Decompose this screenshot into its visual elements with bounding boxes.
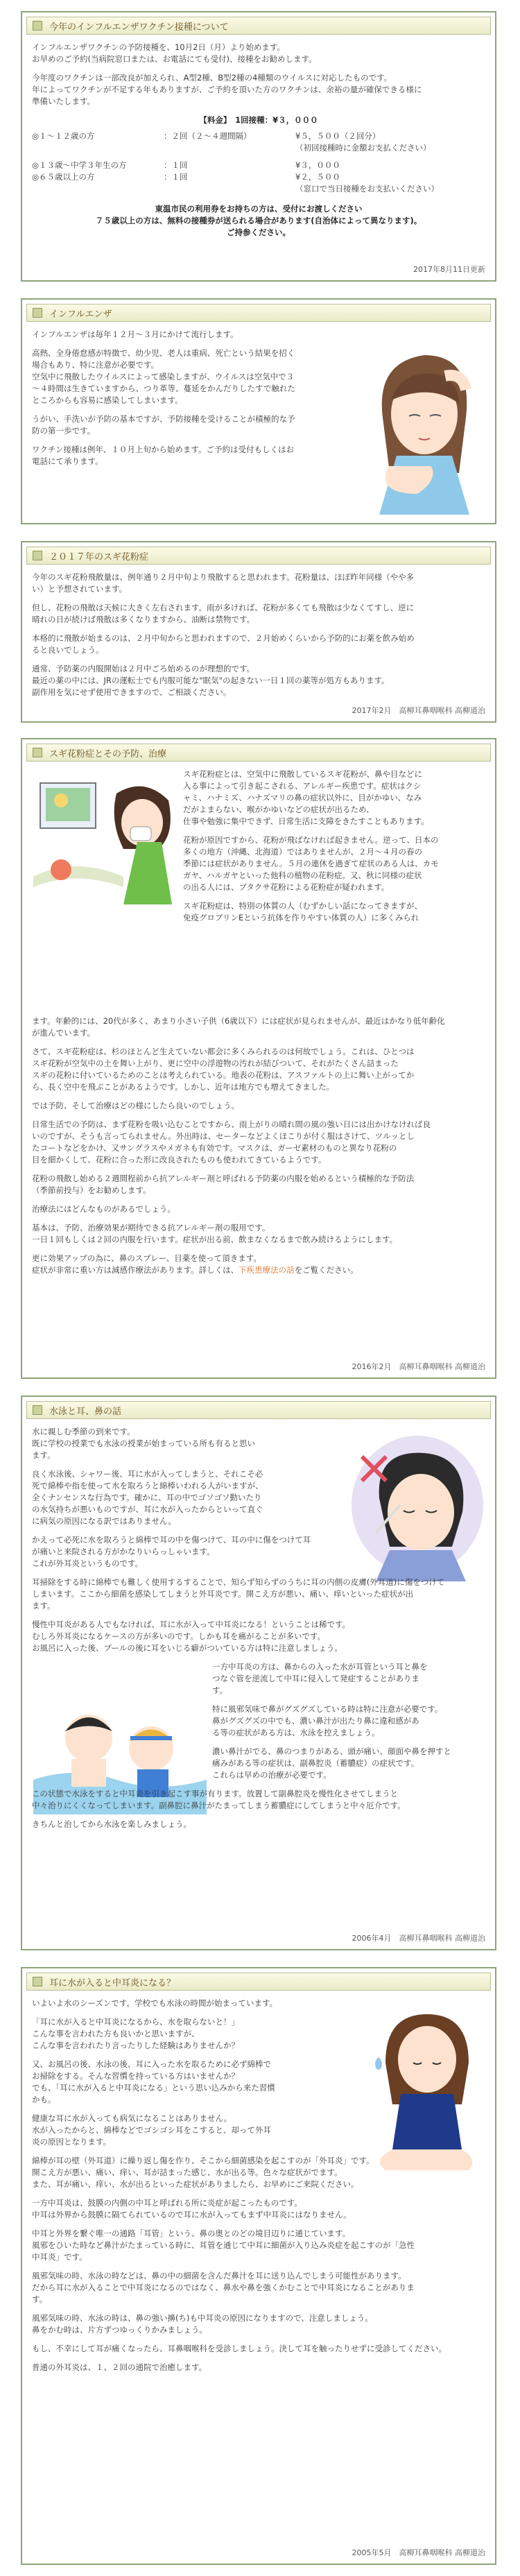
fee-price: ¥５，５００（２回分） — [295, 131, 381, 141]
text-line: 開こえ方が悪い、痛い、痒い、耳が詰まった感じ、水が出る等。色々な症状がでます。 — [32, 2167, 343, 2177]
text-line: 一方中耳炎の方は、鼻からの入った水が耳管という耳と鼻を — [212, 1662, 428, 1672]
text-line: いのですが、そうも言ってられません。外出時は、セーターなどよくほこりが付く服はさけて、ツルッとし — [32, 1131, 415, 1141]
text-line: （季節前投与）をお勧めします。 — [32, 1185, 151, 1195]
text-line: い）と予想されています。 — [32, 584, 128, 594]
text-line: 副作用を気にせず使用できますので、ご相談ください。 — [32, 687, 232, 697]
text-line: 日常生活での予防は、まず花粉を吸い込むことですから、雨上がりの晴れ間の風の強い日には出かけなければ良 — [32, 1119, 431, 1129]
panel-title: インフルエンザ — [49, 309, 112, 320]
text-line: たコートなどをかけ、又サングラスやメガネも有効です。マスクは、ガーゼ素材のものと異なり花粉の — [32, 1143, 397, 1153]
influenza-panel — [21, 298, 496, 524]
text-line: 今年のスギ花粉飛散量は、例年通り２月中旬より飛散すると思われます。花粉量は、ほぼ昨年同様（やや多 — [32, 572, 415, 582]
panel-body-upper — [183, 768, 485, 924]
text-line: むしろ外耳炎になるケースの方が多いのです。しかも耳を痛がることが多いです。 — [32, 1631, 326, 1641]
text-line: 目を細かくして、花粉に合った形に改良されたものも使われてきているようです。 — [32, 1155, 327, 1165]
text-line: 又、お風呂の後、水泳の後、耳に入った水を取るために必ず綿棒で — [32, 2059, 271, 2069]
text-line: 季節には症状がありません。５月の連休を過ぎて症状のある人は、カモ — [183, 859, 439, 868]
panel-header — [26, 1973, 491, 1991]
text-line: す。 — [32, 2294, 48, 2304]
text-line: 鼻をかむ時は、片方ずつゆっくりかみましょう。 — [32, 2325, 207, 2335]
cedar-pollen-prevention-panel — [21, 738, 496, 1379]
vaccine-notice-panel — [21, 11, 496, 282]
text-line: 慢性中耳炎がある人でもなければ、耳に水が入って中耳炎になる！ということは稀です。 — [32, 1620, 351, 1629]
text-line: ャミ、ハナミズ、ハナズマリの鼻の症状以外に、目がかゆい、なみ — [183, 793, 422, 802]
panel-header — [26, 304, 491, 322]
text-line: 治療法にはどんなものがあるでしょう。 — [32, 1204, 175, 1214]
text-line: る等の症状がある方は、水泳を控えましょう。 — [212, 1728, 380, 1737]
text-line: 全くナンセンスな行為です。確かに、耳の中でゴソゴソ動いたり — [32, 1493, 262, 1502]
fee-age: ◎１～１２歳の方 — [32, 131, 95, 141]
fee-age: ◎１３歳～中学３年生の方 — [32, 160, 127, 170]
text-line: 良く水泳後、シャワー後、耳に水が入ってしまうと、それこそ必 — [32, 1469, 263, 1479]
text-line: 風邪気味の時、水泳の時などは、鼻の中の細菌を含んだ鼻汁を耳に送り込んでしまう可能性があります。 — [32, 2271, 406, 2281]
text-line: 仕事や勉強に集中できず、日常生活に支障をきたすこともあります。 — [183, 816, 429, 826]
swimming-ear-nose-panel — [21, 1396, 496, 1950]
text-span: をご覧ください。 — [294, 1265, 358, 1275]
text-line: の水気持ちが悪いものですが、耳に水が入ったからといって直ぐ — [32, 1504, 263, 1514]
text-line: こんな事を言われた方も良いかと思いますが、 — [32, 2029, 200, 2038]
text-line: 本格的に飛散が始まるのは、２月中旬からと思われますので、２月始めくらいから予防的にお薬を飲み始め — [32, 633, 415, 643]
text-line: に病気の原因になる訳ではありません。 — [32, 1516, 176, 1526]
panel-body — [32, 572, 485, 698]
author-date: 2017年2月 高柳耳鼻咽喉科 高柳道治 — [352, 706, 485, 715]
water-in-ear-panel — [21, 1967, 496, 2565]
text-line: お早めのご予約(当病院窓口または、お電話にても受付)、接種をお勧めします。 — [32, 54, 317, 64]
text-line: の出る人には、ブタクサ花粉による花粉症が疑われます。 — [183, 882, 390, 892]
text-line: 空気中に飛散したウイルスによって感染しますが、ウイルスは空気中で３ — [32, 372, 295, 381]
text-line: 「耳に水が入ると中耳炎になるから、水を取らないと！」 — [32, 2017, 239, 2027]
header-bullet-icon — [33, 21, 42, 31]
sick-woman-illustration — [355, 334, 487, 515]
text-line: 風邪気味の時、水泳の時は、鼻の強い擤(ち)も中耳炎の原因になりますので、注意しましょう。 — [32, 2313, 373, 2323]
panel-body-lower — [32, 1015, 485, 1276]
text-line: 特に風邪気味で鼻がグズグズしている時は特に注意が必要です。 — [212, 1704, 443, 1714]
text-line: 炎の原因となります。 — [32, 2137, 112, 2147]
text-line: 健康な耳に水が入っても病気になることはありません。 — [32, 2113, 232, 2123]
text-line: 高熱、全身倦怠感が特徴で、幼少児、老人は重病、死亡という結果を招く — [32, 348, 295, 358]
author-date: 2005年5月 高柳耳鼻咽喉科 高柳道治 — [352, 2548, 485, 2557]
text-line: 中々治りにくくなってしまいます。副鼻腔に鼻汁がたまってしまう蓄膿症にしてしまうと中々厄介です。 — [32, 1801, 406, 1810]
text-line: 綿棒が耳の壁（外耳道）に繰り返し傷を作り、そこから細菌感染を起こすのが「外耳炎」です。 — [32, 2156, 374, 2165]
text-line: スギ花粉が空気中の土を舞い上がり、更に空中の浮遊物の汚れが結びついて、それがたくさん詰まった — [32, 1058, 399, 1068]
text-line: 花粉が原因ですから、花粉が飛ばなければ起きません。逆って、日本の — [183, 835, 439, 845]
text-line: ら、長く空中を飛ぶことがあるようです。しかし、近年は地方でも増えてきました。 — [32, 1082, 335, 1092]
panel-header — [26, 744, 491, 762]
text-line: うがい、手洗いが予防の基本ですが、予防接種を受けることが積極的な予 — [32, 414, 295, 424]
text-line: これらは早めの治療が必要です。 — [212, 1770, 331, 1780]
text-line: 今年度のワクチンは一部改良が加えられ、A型2種、B型2種の4種類のウイルスに対応したものです。 — [32, 73, 392, 83]
notice-line: 東温市民の利用券をお持ちの方は、受付にお渡しください — [155, 204, 363, 214]
text-line: 耳掃除をする時に綿棒でも難しく使用するすることで、知らず知らずのうちに耳の内側の皮膚(外耳道)に傷をつけて — [32, 1577, 445, 1587]
text-line: 濃い鼻汁がでる、鼻のつまりがある、頭が痛い、顔面や鼻を押すと — [212, 1746, 451, 1756]
text-line: 普通の外耳炎は、１、２回の通院で治癒します。 — [32, 2362, 207, 2372]
text-line: 水に親しむ季節の到来です。 — [32, 1427, 135, 1436]
text-line: 風邪をひいた時など鼻汁がたまっている時に、耳管を通じて中耳に細菌が入り込み炎症を起こすのが「急性 — [32, 2240, 415, 2250]
fee-price: ¥３，０００ — [295, 160, 340, 170]
author-date: 2016年2月 高柳耳鼻咽喉科 高柳道治 — [352, 1362, 485, 1371]
text-line: 鼻がグズグズの中でも、濃い鼻汁が出たり鼻に違和感があ — [212, 1716, 419, 1726]
text-line: 晴れの日が続けば飛散は多くなりますから、油断は禁物です。 — [32, 615, 255, 624]
text-line: 中耳は外界から鼓膜に隔てられているので耳に水が入ってもまず中耳炎にはなりません。 — [32, 2210, 352, 2219]
text-line: ます。年齢的には、20代が多く、あまり小さい子供（6歳以下）には症状が見られませんが、最近はかなり低年齢化 — [32, 1016, 445, 1026]
text-line: ワクチン接種は例年、１０月上旬から始めます。ご予約は受付もしくはお — [32, 445, 295, 454]
text-line: だがよまらない、喉がかゆいなどの症状が出るため、 — [183, 805, 374, 814]
panel-body — [32, 1998, 485, 2373]
fee-note: （初回接種時に金額お支払ください） — [295, 143, 431, 153]
text-line: インフルエンザは毎年１２月～３月にかけて流行します。 — [32, 329, 239, 339]
immunotherapy-link[interactable]: 下疾患療法の話 — [239, 1265, 295, 1275]
header-bullet-icon — [33, 1977, 42, 1986]
text-line: 入る事によって引き起こされる、アレルギー疾患です。症状はクシ — [183, 781, 422, 791]
text-line: 年によってワクチンが不足する年もありますが、ご予約を頂いた方のワクチンは、余裕の量が確保できる様に — [32, 85, 422, 94]
text-line: 電話にて承ります。 — [32, 456, 103, 466]
fee-age: ◎６５歳以上の方 — [32, 172, 95, 182]
text-line: 但し、花粉の飛散は天候に大きく左右されます。雨が多ければ、花粉が多くても飛散は少なくてすし、逆に — [32, 603, 415, 612]
header-bullet-icon — [33, 308, 42, 318]
text-line: また、耳が痛い、痒い、水が出るといった症状がありましたら、お早めにご来院ください。 — [32, 2179, 359, 2189]
panel-body — [32, 42, 485, 239]
text-line: 死で綿棒や指を使って水を取ろうと綿棒いわれる人がいますが、 — [32, 1481, 263, 1491]
fee-count: ：１回 — [164, 160, 188, 170]
text-line: でも、「耳に水が入ると中耳炎になる」という思い込みから来た習慣 — [32, 2083, 275, 2093]
fee-row — [32, 171, 485, 183]
panel-header — [26, 17, 491, 35]
text-line: さて、スギ花粉症は、杉のほとんど生えていない都会に多くみられるのは何故でしょう。これは、ひとつは — [32, 1047, 415, 1056]
text-line: ると良いでしょう。 — [32, 645, 104, 655]
text-line: かも。 — [32, 2095, 56, 2104]
text-line: ます。 — [32, 1450, 55, 1460]
fee-count: ：１回 — [164, 172, 188, 182]
update-date: 2017年8月11日更新 — [413, 265, 485, 274]
text-line: では予防、そして治療はどの様にしたら良いのでしょう。 — [32, 1101, 239, 1110]
text-line: 痛みがある等の症状は、副鼻腔炎（蓄膿症）の症状です。 — [212, 1758, 419, 1768]
text-line: この状態で水泳をすると中耳炎を引き起こす事が有ります。放置して副鼻腔炎を慢性化させてしまうと — [32, 1789, 399, 1798]
text-line: ます。 — [32, 1601, 55, 1611]
text-line: 一日１回もしくは２回の内服を行います。症状が出る前、飲まなくなるまで飲み続けるようにします。 — [32, 1235, 398, 1244]
text-line: スギ花粉症とは、空気中に飛散しているスギ花粉が、鼻や目などに — [183, 769, 422, 779]
author-date: 2006年4月 高柳耳鼻咽喉科 高柳道治 — [352, 1934, 485, 1943]
text-line: ところからも容易に感染してしまいます。 — [32, 395, 183, 405]
text-line: だから耳に水が入ることで中耳炎になるのではなく、鼻水や鼻を強くかむことで中耳炎になることがありま — [32, 2283, 415, 2292]
text-line: す。 — [212, 1685, 228, 1695]
text-line: しまいます。ここから細菌を感染してしまうと外耳炎です。開こえ方が悪い、痛い、痒いといった症状が出 — [32, 1589, 414, 1599]
panel-title: 今年のインフルエンザワクチン接種について — [49, 22, 229, 33]
fee-heading: 【料金】 1回接種：¥３，０００ — [199, 115, 318, 125]
panel-title: スギ花粉症とその予防、治療 — [49, 748, 167, 759]
cedar-pollen-2017-panel — [21, 541, 496, 723]
header-bullet-icon — [33, 748, 42, 757]
text-line: 中耳と外界を繋ぐ唯一の通路「耳管」という、鼻の奥とのどの境目辺りに通じています。 — [32, 2229, 351, 2238]
fee-count: ：２回（２～４週間隔） — [164, 131, 252, 141]
text-line: ガヤ、ハルガヤといった他科の植物の花粉症。又、秋に同様の症状 — [183, 870, 422, 880]
text-line: お掃除をする。そんな習慣を持っている方はいませんか？ — [32, 2071, 239, 2081]
panel-header — [26, 547, 491, 565]
fee-row — [32, 130, 485, 142]
text-line: もし、不幸にして耳が痛くなったら、耳鼻咽喉科を受診しましょう。決して耳を触ったりせずに受診してください。 — [32, 2344, 447, 2353]
text-line: 防の第一歩です。 — [32, 426, 96, 436]
text-line: 基本は、予防、治療効果が期待できる抗アレルギー剤の服用です。 — [32, 1223, 270, 1233]
text-line: かえって必死に水を取ろうと綿棒で耳の中を傷つけて、耳の中に傷をつけて耳 — [32, 1535, 311, 1545]
notice-line: ご持参ください。 — [227, 227, 291, 237]
text-line: こんな事を言われたり言ったりした経験はありませんか？ — [32, 2041, 239, 2050]
panel-title: 水泳と耳、鼻の話 — [49, 1406, 122, 1417]
text-line: 多くの地方（沖縄、北海道）ではありませんが、２月～４月の春の — [183, 847, 422, 857]
text-line: 花粉の飛散し始める２週間程前から抗アレルギー剤と呼ばれる予防薬の内服を始めるという積極的な予防法 — [32, 1174, 415, 1183]
text-line: お風呂に入った後、プールの後に耳をいじる癖がついている方は特に注意しましょう。 — [32, 1643, 343, 1653]
text-line: 通常、予防薬の内服開始は２月中ごろ始めるのが理想的です。 — [32, 664, 255, 673]
text-line: つなぐ管を逆流して中耳に侵入して発症することがありま — [212, 1674, 419, 1683]
text-line: 場合もあり、特に注意が必要です。 — [32, 360, 159, 370]
girl-sneezing-illustration — [33, 773, 186, 904]
text-line: 最近の薬の中には、JRの運転士でも内服可能な"眠気"の起きない一日１回の薬等が処方もあります。 — [32, 676, 390, 685]
header-bullet-icon — [33, 551, 42, 560]
header-bullet-icon — [33, 1405, 42, 1415]
text-line: が進んでいます。 — [32, 1028, 96, 1038]
text-line: これが外耳炎というものです。 — [32, 1559, 144, 1568]
text-line: 水が入ったからと、綿棒などでゴシゴシ耳をこすると、却って外耳 — [32, 2125, 271, 2135]
text-line: いよいよ水のシーズンです。学校でも水泳の時間が始まっています。 — [32, 1998, 278, 2008]
text-line: インフルエンザワクチンの予防接種を、10月2日（月）より始めます。 — [32, 42, 285, 52]
panel-title: 耳に水が入ると中耳炎になる？ — [49, 1977, 176, 1989]
text-line: 免疫グロブリンEという抗体を作りやすい体質の人）に多くみられ — [183, 913, 419, 922]
text-line: 準備いたします。 — [32, 96, 96, 106]
text-line: ～４時間は生きていますから、つり革等、蔓延をかんだりしたすで触れた — [32, 384, 295, 393]
panel-body — [32, 1426, 485, 1830]
text-line: 更に効果アップの為に、鼻のスプレー、目薬を使って頂きます。 — [32, 1253, 261, 1263]
panel-body — [32, 329, 356, 467]
text-line: スギ花粉症は、特別の体質の人（むずかしい話になってきますが、 — [183, 901, 422, 911]
text-line: 一方中耳炎は、鼓膜の内側の中耳と呼ばれる所に炎症が起こったものです。 — [32, 2198, 302, 2208]
panel-title: ２０１７年のスギ花粉症 — [49, 551, 149, 563]
text-line — [32, 1264, 485, 1276]
text-line: が痛いと来院される方がかなりいらっしゃいます。 — [32, 1547, 215, 1556]
fee-row — [32, 160, 485, 171]
text-line: 既に学校の授業でも水泳の授業が始まっている所も有ると思い — [32, 1439, 255, 1448]
text-line: 中耳炎」です。 — [32, 2252, 87, 2262]
fee-note: （窓口で当日接種をお支払いください） — [295, 184, 439, 194]
text-span: 症状が非常に重い方は減感作療法があります。詳しくは、 — [32, 1265, 239, 1275]
text-line: スギの花粉に付いているためのことは考えられている。地表の花粉は、アスファルトの上に舞い上がってか — [32, 1070, 415, 1080]
fee-price: ¥２，５００ — [295, 172, 340, 182]
panel-header — [26, 1401, 491, 1419]
notice-line: ７５歳以上の方は、無料の接種券が送られる場合があります(自治体によって異なります)。 — [95, 216, 422, 225]
text-line: きちんと治してから水泳を楽しみましょう。 — [32, 1819, 191, 1829]
